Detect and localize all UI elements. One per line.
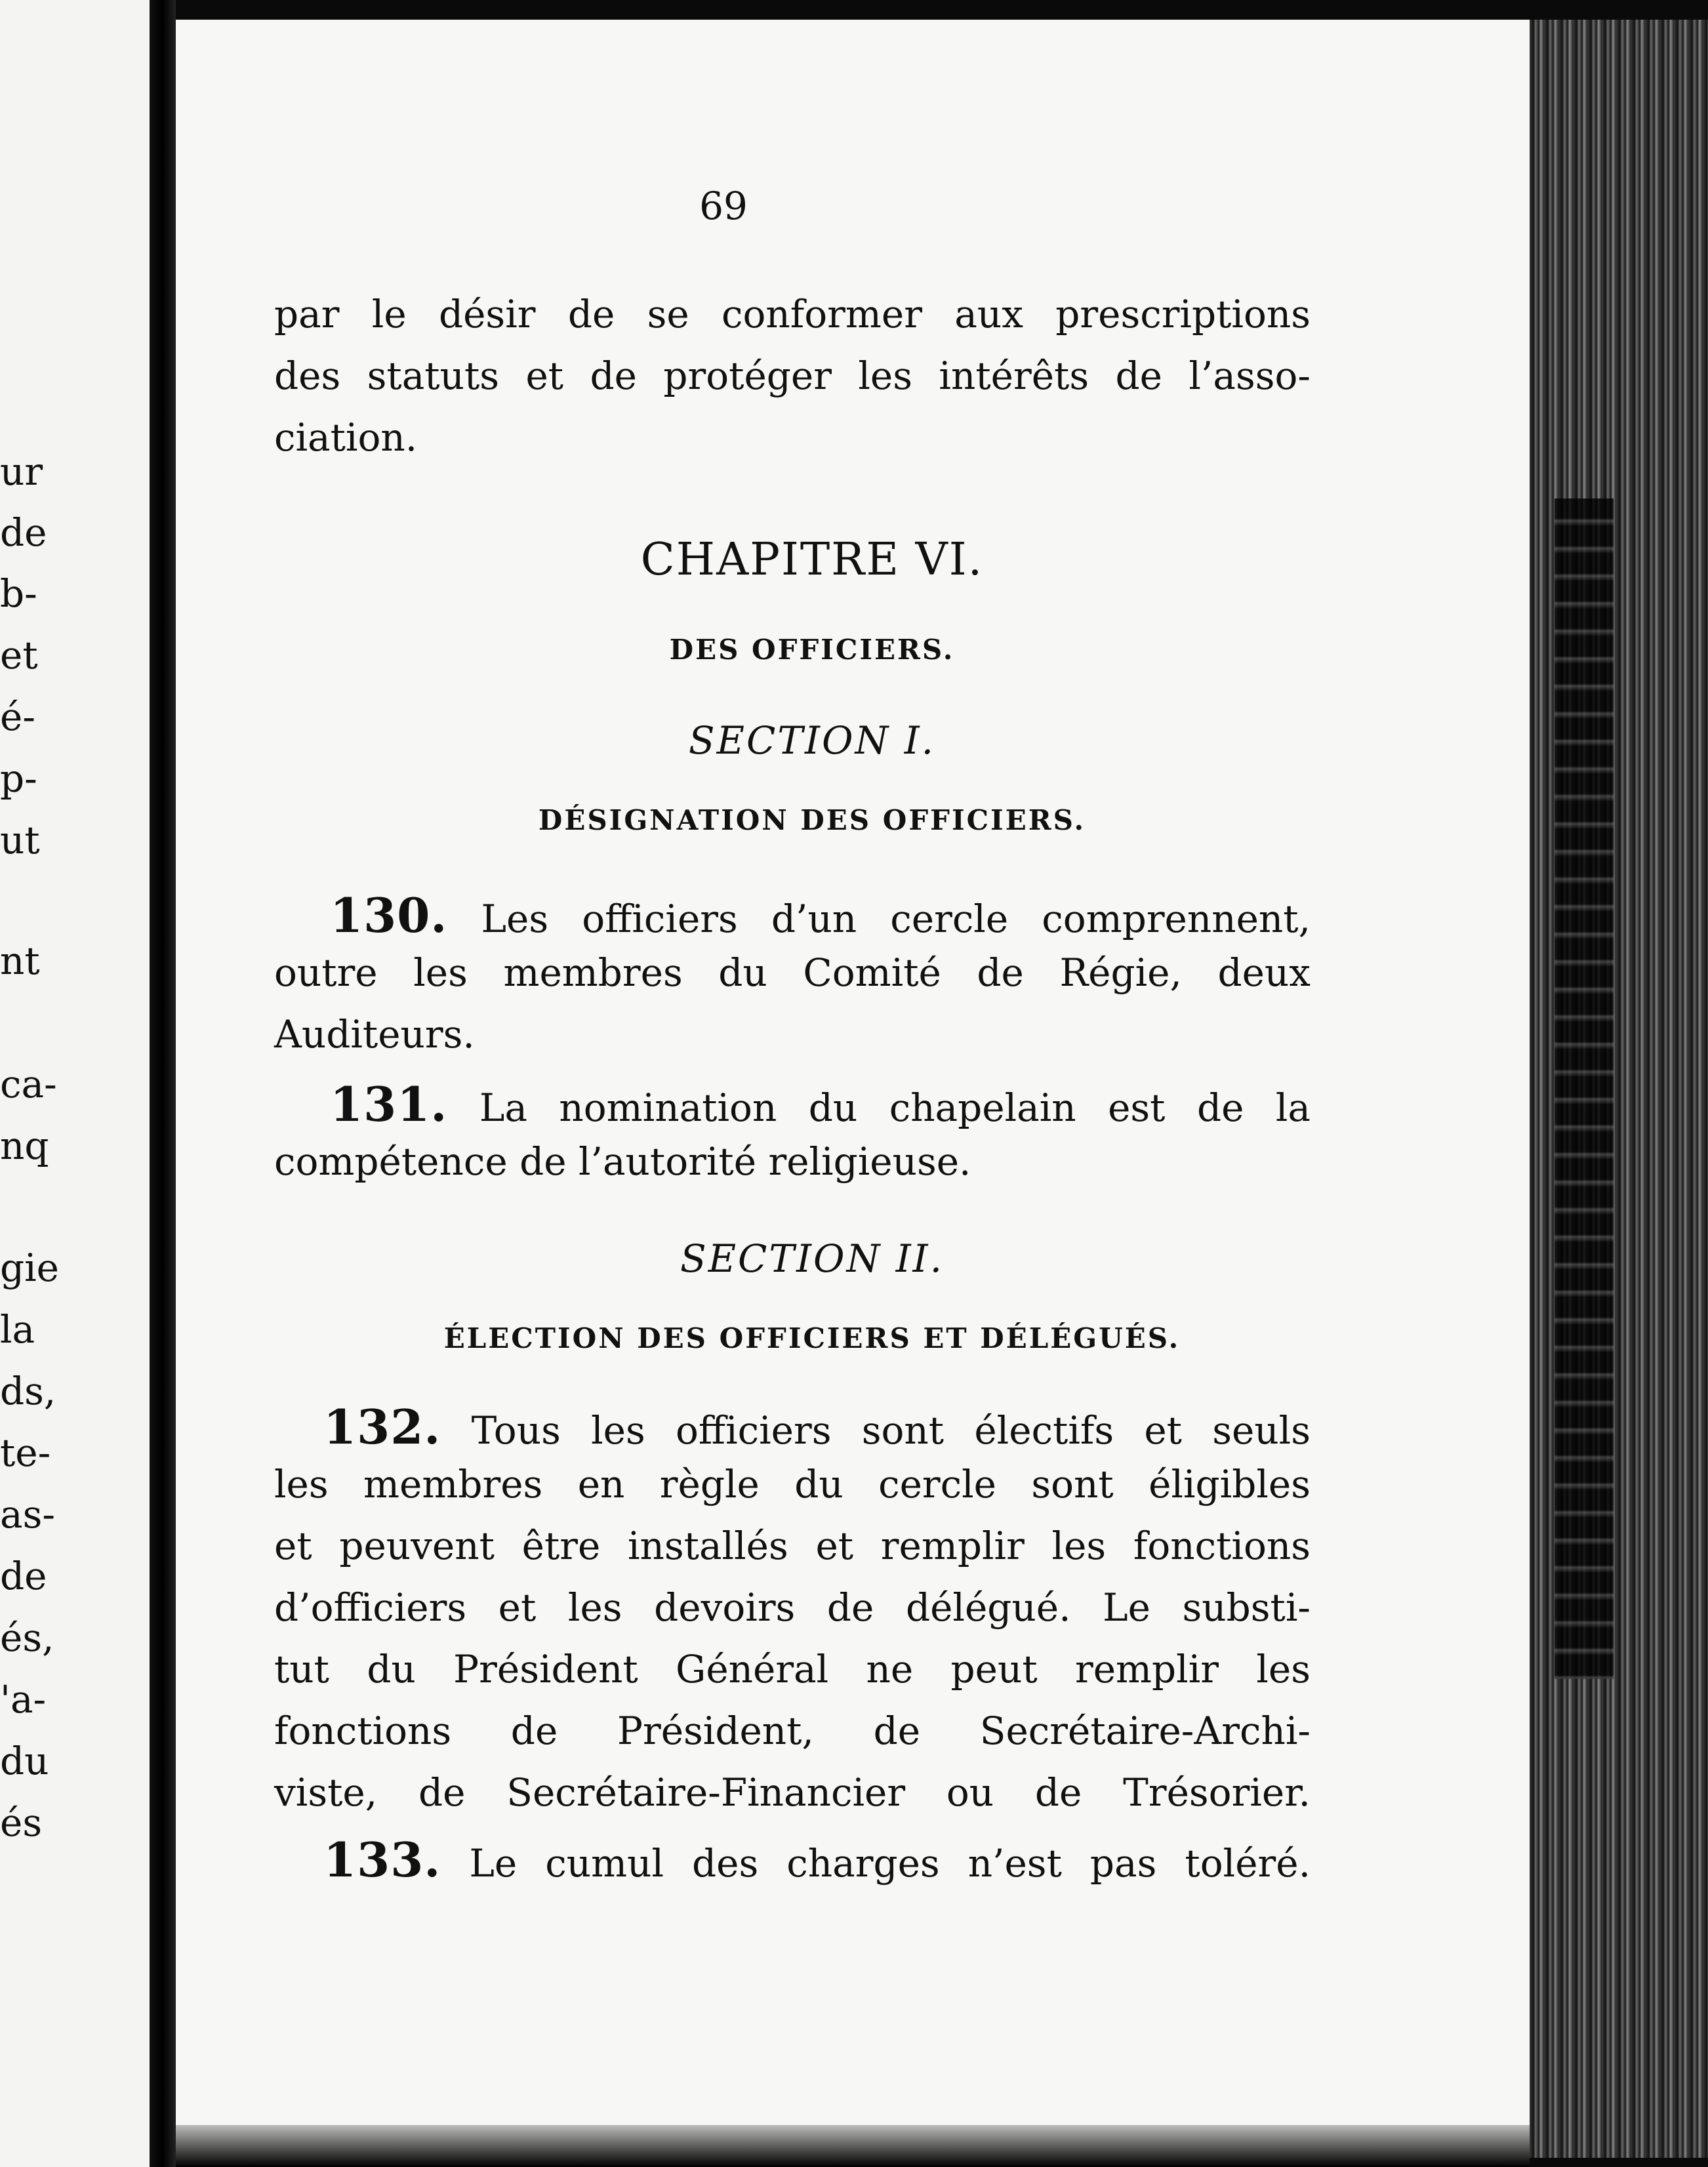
left-fragment: nq xyxy=(0,1124,49,1168)
article-number: 131. xyxy=(330,1076,448,1132)
article-text: Les officiers d’un cercle comprennent, xyxy=(481,897,1311,941)
article-text: La nomination du chapelain est de la xyxy=(479,1085,1311,1130)
book-page xyxy=(176,20,1530,2145)
left-fragment: as- xyxy=(0,1492,55,1537)
left-fragment: de xyxy=(0,1554,47,1598)
article-130-line: Auditeurs. xyxy=(274,1012,475,1057)
left-fragment: és xyxy=(0,1800,43,1845)
left-fragment: ds, xyxy=(0,1369,56,1413)
section-subtitle: DÉSIGNATION DES OFFICIERS. xyxy=(538,804,1086,836)
chapter-subtitle: DES OFFICIERS. xyxy=(669,634,955,666)
article-131-line: compétence de l’autorité religieuse. xyxy=(274,1139,971,1184)
section-title: SECTION II. xyxy=(680,1236,945,1281)
article-number: 130. xyxy=(330,887,448,943)
left-fragment: de xyxy=(0,510,47,555)
text-line: par le désir de se conformer aux prescriptions xyxy=(274,292,1311,336)
article-132-line: et peuvent être installés et remplir les fonctions xyxy=(274,1524,1311,1568)
article-132-line: tut du Président Général ne peut remplir les xyxy=(274,1647,1311,1691)
article-132-line: les membres en règle du cercle sont éligibles xyxy=(274,1462,1311,1507)
article-130-line xyxy=(330,887,1311,943)
section-subtitle: ÉLECTION DES OFFICIERS ET DÉLÉGUÉS. xyxy=(443,1322,1181,1354)
page-number: 69 xyxy=(699,184,748,228)
article-number: 132. xyxy=(323,1399,441,1455)
article-text: Le cumul des charges n’est pas toléré. xyxy=(469,1841,1311,1886)
left-fragment: nt xyxy=(0,939,40,983)
left-fragment: ut xyxy=(0,818,40,862)
left-fragment: ur xyxy=(0,449,43,494)
chapter-title: CHAPITRE VI. xyxy=(640,534,984,586)
article-text: Tous les officiers sont électifs et seuls xyxy=(471,1408,1311,1453)
left-fragment: p- xyxy=(0,756,37,801)
left-fragment: te- xyxy=(0,1430,51,1475)
book-gutter xyxy=(150,0,176,2167)
left-fragment: é- xyxy=(0,695,35,739)
left-fragment: et xyxy=(0,633,38,678)
edge-stamp xyxy=(1555,498,1614,1679)
text-line: ciation. xyxy=(274,415,418,460)
article-130-line: outre les membres du Comité de Régie, deux xyxy=(274,950,1311,995)
left-fragment: gie xyxy=(0,1246,60,1290)
left-fragment: b- xyxy=(0,571,37,616)
text-line: des statuts et de protéger les intérêts de l’asso- xyxy=(274,354,1311,398)
left-fragment: 'a- xyxy=(0,1677,47,1722)
article-131-line xyxy=(330,1076,1311,1132)
article-132-line xyxy=(323,1399,1311,1455)
left-fragment: és, xyxy=(0,1615,54,1660)
article-132-line: d’officiers et les devoirs de délégué. Le substi- xyxy=(274,1585,1311,1630)
facing-page-fragment xyxy=(0,0,150,2167)
article-132-line: fonctions de Président, de Secrétaire-Archi- xyxy=(274,1709,1311,1753)
bottom-shadow xyxy=(176,2125,1530,2167)
section-title: SECTION I. xyxy=(688,718,936,763)
left-fragment: la xyxy=(0,1307,35,1352)
article-number: 133. xyxy=(323,1832,441,1888)
article-132-line: viste, de Secrétaire-Financier ou de Trésorier. xyxy=(274,1770,1311,1815)
left-fragment: du xyxy=(0,1739,49,1783)
left-fragment: ca- xyxy=(0,1062,57,1106)
article-133-line xyxy=(323,1832,1311,1888)
